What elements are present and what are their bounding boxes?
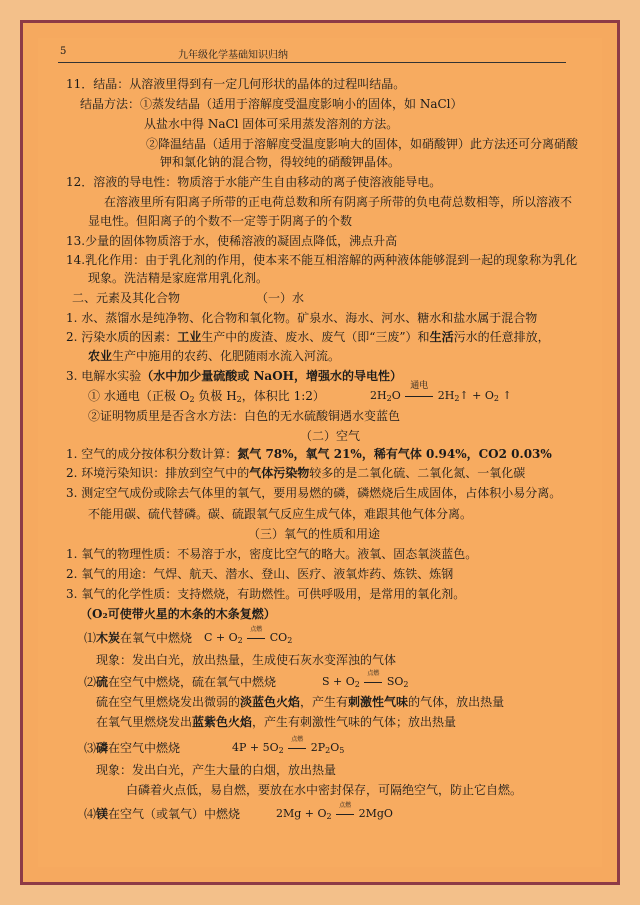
text-line: 现象：发出白光，放出热量，生成使石灰水变浑浊的气体 <box>96 653 397 667</box>
equation-phosphorus: $4P + 5O_2$ 点燃 $2P_2O_5$ <box>232 741 344 758</box>
text-line: 2. 污染水质的因素：工业生产中的废渣、废水、废气（即“三废”）和生活污水的任意排放， <box>66 330 550 344</box>
text-line: 1. 空气的成分按体积分数计算：氮气 78%，氧气 21%，稀有气体 0.94%，CO2 0.03% <box>66 447 552 461</box>
equation-carbon: $C + O_2$ 点燃 $CO_2$ <box>204 631 292 648</box>
text-line: 不能用碳、硫代替磷。碳、硫跟氧气反应生成气体，难跟其他气体分离。 <box>88 507 473 521</box>
text-line: 2. 氧气的用途：气焊、航天、潜水、登山、医疗、液氧炸药、炼铁、炼钢 <box>66 567 454 581</box>
text-line: 3. 氧气的化学性质：支持燃烧，有助燃性。可供呼吸用，是常用的氧化剂。 <box>66 587 466 601</box>
equation-electrolysis: $2H_2O$ 通电 $2H_2↑ + O_2$ ↑ <box>370 381 512 403</box>
text-line: 2. 环境污染知识：排放到空气中的气体污染物较多的是二氧化硫、二氧化氮、一氧化碳 <box>66 466 526 480</box>
text-line: 农业生产中施用的农药、化肥随雨水流入河流。 <box>88 349 341 363</box>
reaction-condition: 通电 <box>410 381 429 391</box>
equation-sulfur: $S + O_2$ 点燃 $SO_2$ <box>322 675 409 692</box>
text-line: ②降温结晶（适用于溶解度受温度影响大的固体，如硝酸钾）此方法还可分离硝酸 <box>146 137 579 151</box>
text-line: 12．溶液的导电性：物质溶于水能产生自由移动的离子使溶液能导电。 <box>66 175 442 189</box>
text-line: ②证明物质里是否含水方法：白色的无水硫酸铜遇水变蓝色 <box>88 409 401 423</box>
text-line: ⑵硫在空气中燃烧，硫在氧气中燃烧 <box>84 675 277 689</box>
section-heading: 二、元素及其化合物 <box>72 291 181 305</box>
text-line: ⑷镁在空气（或氧气）中燃烧 <box>84 807 241 821</box>
text-line: 1. 水、蒸馏水是纯净物、化合物和氧化物。矿泉水、海水、河水、糖水和盐水属于混合物 <box>66 311 538 325</box>
reaction-condition: 点燃 <box>250 626 263 633</box>
reaction-condition: 点燃 <box>339 802 352 809</box>
header-rule <box>58 62 566 63</box>
text-line: 14.乳化作用：由于乳化剂的作用，使本来不能互相溶解的两种液体能够混到一起的现象称为乳化 <box>66 253 578 267</box>
text-line: 在氧气里燃烧发出蓝紫色火焰，产生有刺激性气味的气体；放出热量 <box>96 715 457 729</box>
reaction-condition: 点燃 <box>291 736 304 743</box>
header-title: 九年级化学基础知识归纳 <box>178 50 288 61</box>
text-line: 从盐水中得 NaCl 固体可采用蒸发溶剂的方法。 <box>144 117 399 131</box>
text-line: 1. 氧气的物理性质：不易溶于水，密度比空气的略大。液氧、固态氧淡蓝色。 <box>66 547 478 561</box>
text-line: 现象。洗洁精是家庭常用乳化剂。 <box>88 271 269 285</box>
text-line: 3. 测定空气成份或除去气体里的氧气，要用易燃的磷，磷燃烧后生成固体，占体积小易分离。 <box>66 486 562 500</box>
text-line: 在溶液里所有阳离子所带的正电荷总数和所有阴离子所带的负电荷总数相等，所以溶液不 <box>104 195 573 209</box>
subsection-heading: （三）氧气的性质和用途 <box>248 527 381 541</box>
text-line: ⑶磷在空气中燃烧 <box>84 741 181 755</box>
page-number: 5 <box>60 46 67 57</box>
text-line: 13.少量的固体物质溶于水，使稀溶液的凝固点降低，沸点升高 <box>66 234 398 248</box>
text-line: ⑴木炭在氧气中燃烧 <box>84 631 193 645</box>
subsection-heading: （一）水 <box>256 291 305 305</box>
text-line: 显电性。但阳离子的个数不一定等于阴离子的个数 <box>88 214 353 228</box>
subsection-heading: （二）空气 <box>300 429 361 443</box>
equation-magnesium: $2Mg + O_2$ 点燃 2MgO <box>276 807 393 824</box>
text-line: 硫在空气里燃烧发出微弱的淡蓝色火焰，产生有刺激性气味的气体，放出热量 <box>96 695 505 709</box>
text-line: 11．结晶：从溶液里得到有一定几何形状的晶体的过程叫结晶。 <box>66 77 406 91</box>
text-line: （O₂可使带火星的木条的木条复燃） <box>80 607 276 621</box>
text-line: 3. 电解水实验（水中加少量硫酸或 NaOH，增强水的导电性） <box>66 369 402 383</box>
page-header <box>58 42 570 60</box>
text-line: ① 水通电（正极 $O_2$ 负极 $H_2$，体积比 1:2） <box>88 389 325 404</box>
text-line: 钾和氯化钠的混合物，得较纯的硝酸钾晶体。 <box>160 155 401 169</box>
reaction-condition: 点燃 <box>367 670 380 677</box>
text-line: 结晶方法：①蒸发结晶（适用于溶解度受温度影响小的固体，如 NaCl） <box>80 97 463 111</box>
text-line: 白磷着火点低，易自燃，要放在水中密封保存，可隔绝空气，防止它自燃。 <box>126 783 523 797</box>
text-line: 现象：发出白光，产生大量的白烟，放出热量 <box>96 763 337 777</box>
